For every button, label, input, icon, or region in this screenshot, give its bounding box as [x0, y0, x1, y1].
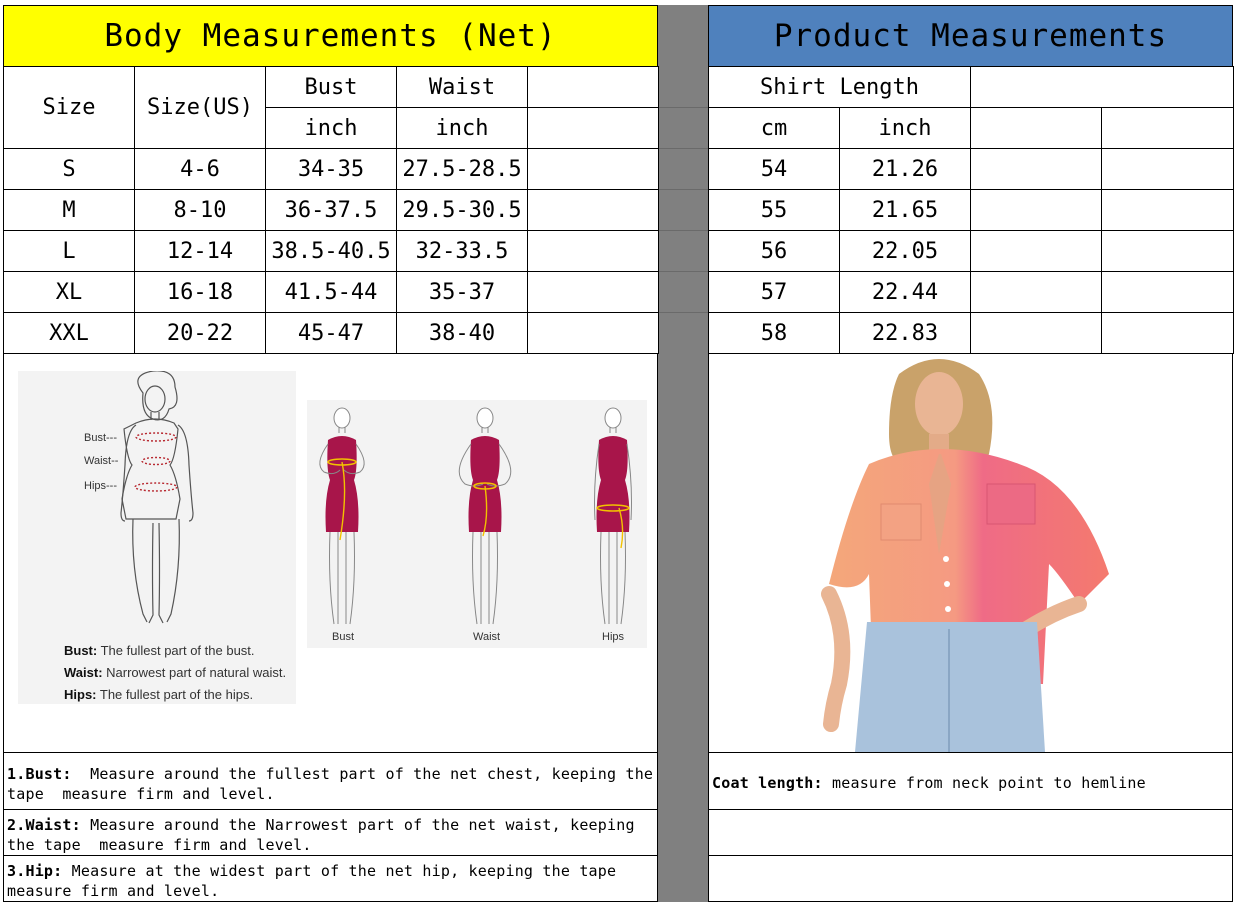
table-row — [4, 190, 659, 231]
hips-outline-label: Hips--- — [84, 480, 117, 492]
table-row — [4, 231, 659, 272]
gutter-line — [658, 107, 708, 108]
empty-note-row — [708, 809, 1233, 856]
hips-caption-term: Hips: — [64, 687, 97, 702]
bust-cell: 38.5-40.5 — [266, 231, 397, 272]
waist-caption-text: Narrowest part of natural waist. — [106, 665, 287, 680]
body-size-table — [3, 66, 659, 354]
coat-length-text: measure from neck point to hemline — [822, 774, 1146, 792]
bust-note-term: 1.Bust: — [7, 765, 72, 783]
bust-note-text: Measure around the fullest part of the net chest, keeping the tape measure firm and level. — [7, 765, 663, 803]
bust-cell: 36-37.5 — [266, 190, 397, 231]
inch-cell: 21.26 — [840, 149, 971, 190]
gutter-line — [658, 312, 708, 313]
empty-note-row — [708, 855, 1233, 902]
inch-unit: inch — [840, 108, 971, 149]
product-measurements-header: Product Measurements — [708, 5, 1233, 67]
empty-cell — [528, 190, 659, 231]
inch-cell: 22.44 — [840, 272, 971, 313]
hips-dress-label: Hips — [602, 631, 625, 643]
waist-outline-label: Waist-- — [84, 455, 119, 467]
table-row — [4, 149, 659, 190]
size-cell: S — [4, 149, 135, 190]
inch-cell: 21.65 — [840, 190, 971, 231]
table-row — [4, 313, 659, 354]
body-outline-figure — [18, 371, 296, 704]
size-us-cell: 20-22 — [135, 313, 266, 354]
waist-cell: 35-37 — [397, 272, 528, 313]
table-row — [4, 272, 659, 313]
empty-cell — [971, 313, 1102, 354]
empty-cell — [971, 190, 1102, 231]
shirt-length-header: Shirt Length — [709, 67, 971, 108]
product-photo-panel — [708, 353, 1233, 753]
bust-caption — [64, 643, 255, 658]
coat-length-term: Coat length: — [712, 774, 823, 792]
gutter-line — [658, 189, 708, 190]
waist-dress-label: Waist — [473, 631, 501, 643]
gutter-line — [658, 271, 708, 272]
cm-cell: 57 — [709, 272, 840, 313]
empty-cell — [528, 313, 659, 354]
empty-cell — [528, 272, 659, 313]
empty-cell — [971, 231, 1102, 272]
table-row — [709, 272, 1234, 313]
table-row — [709, 313, 1234, 354]
empty-cell — [528, 231, 659, 272]
dress-figures-illustration — [307, 400, 647, 648]
bust-cell: 41.5-44 — [266, 272, 397, 313]
empty-cell — [971, 272, 1102, 313]
gray-divider-column — [658, 5, 708, 902]
size-cell: L — [4, 231, 135, 272]
size-us-cell: 12-14 — [135, 231, 266, 272]
waist-unit: inch — [397, 108, 528, 149]
waist-cell: 32-33.5 — [397, 231, 528, 272]
hips-caption-text: The fullest part of the hips. — [99, 687, 254, 702]
size-cell: XL — [4, 272, 135, 313]
empty-cell — [1102, 108, 1234, 149]
table-row — [709, 231, 1234, 272]
product-photo — [789, 354, 1149, 752]
waist-caption — [64, 665, 286, 680]
bust-column-header: Bust — [266, 67, 397, 108]
empty-cell — [528, 149, 659, 190]
empty-cell — [1102, 272, 1234, 313]
bust-unit: inch — [266, 108, 397, 149]
dress-measuring-figure — [307, 400, 647, 648]
woman-outline-illustration — [18, 371, 296, 626]
inch-cell: 22.05 — [840, 231, 971, 272]
hip-note-term: 3.Hip: — [7, 862, 63, 880]
hip-note — [3, 855, 658, 902]
hips-caption — [64, 687, 253, 702]
cm-cell: 54 — [709, 149, 840, 190]
empty-cell — [1102, 149, 1234, 190]
empty-cell — [1102, 190, 1234, 231]
product-size-table — [708, 66, 1234, 354]
bust-caption-term: Bust: — [64, 643, 98, 658]
bust-cell: 34-35 — [266, 149, 397, 190]
bust-outline-label: Bust--- — [84, 432, 117, 444]
measurement-guide-panel — [3, 353, 658, 753]
empty-cell — [971, 67, 1234, 108]
table-row — [709, 190, 1234, 231]
gutter-line — [658, 148, 708, 149]
waist-cell: 38-40 — [397, 313, 528, 354]
inch-cell: 22.83 — [840, 313, 971, 354]
waist-note-term: 2.Waist: — [7, 816, 81, 834]
waist-cell: 27.5-28.5 — [397, 149, 528, 190]
empty-cell — [1102, 231, 1234, 272]
empty-cell — [528, 67, 659, 108]
size-us-cell: 4-6 — [135, 149, 266, 190]
size-column-header: Size — [4, 67, 135, 149]
bust-note — [3, 752, 663, 810]
empty-cell — [1102, 313, 1234, 354]
empty-cell — [971, 149, 1102, 190]
empty-cell — [971, 108, 1102, 149]
size-us-cell: 8-10 — [135, 190, 266, 231]
bust-cell: 45-47 — [266, 313, 397, 354]
cm-cell: 55 — [709, 190, 840, 231]
cm-cell: 56 — [709, 231, 840, 272]
waist-cell: 29.5-30.5 — [397, 190, 528, 231]
coat-length-note — [708, 752, 1233, 810]
waist-column-header: Waist — [397, 67, 528, 108]
body-measurements-header: Body Measurements (Net) — [3, 5, 658, 67]
bust-caption-text: The fullest part of the bust. — [100, 643, 255, 658]
hip-note-text: Measure at the widest part of the net hip, keeping the tape measure firm and level. — [7, 862, 626, 900]
gutter-line — [658, 230, 708, 231]
empty-cell — [528, 108, 659, 149]
cm-unit: cm — [709, 108, 840, 149]
size-us-cell: 16-18 — [135, 272, 266, 313]
bust-dress-label: Bust — [332, 631, 355, 643]
size-cell: M — [4, 190, 135, 231]
size-cell: XXL — [4, 313, 135, 354]
cm-cell: 58 — [709, 313, 840, 354]
size-us-column-header: Size(US) — [135, 67, 266, 149]
waist-caption-term: Waist: — [64, 665, 103, 680]
waist-note-text: Measure around the Narrowest part of the net waist, keeping the tape measure firm and level. — [7, 816, 644, 854]
table-row — [709, 149, 1234, 190]
waist-note — [3, 809, 658, 856]
